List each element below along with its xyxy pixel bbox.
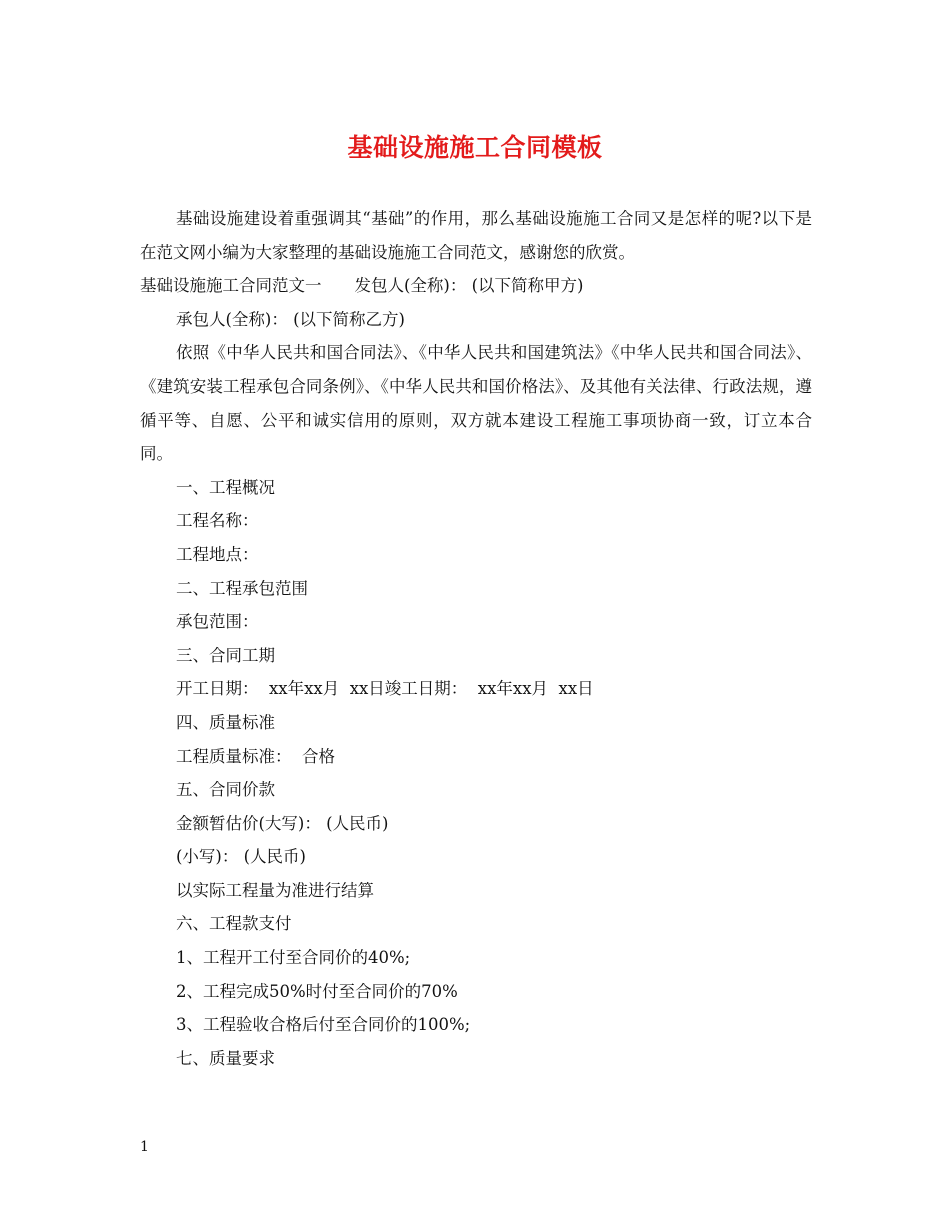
paragraph: 工程质量标准： 合格 [176, 746, 335, 766]
document-title: 基础设施施工合同模板 [347, 133, 603, 162]
paragraph: 基础设施施工合同范文一 发包人(全称)： (以下简称甲方) [140, 276, 584, 296]
section-heading: 三、合同工期 [176, 645, 275, 665]
paragraph: (小写)： (人民币) [176, 847, 306, 867]
paragraph: 以实际工程量为准进行结算 [176, 880, 374, 900]
list-item: 1、工程开工付至合同价的40%; [176, 948, 411, 968]
page-number: 1 [140, 1139, 149, 1155]
list-item: 2、工程完成50%时付至合同价的70% [176, 981, 458, 1001]
section-heading: 二、工程承包范围 [176, 578, 308, 598]
paragraph: 金额暂估价(大写)： (人民币) [176, 813, 389, 833]
paragraph: 工程地点： [176, 544, 259, 564]
paragraph: 承包人(全称)： (以下简称乙方) [176, 309, 405, 329]
section-heading: 四、质量标准 [176, 712, 275, 732]
paragraph: 开工日期： xx年xx月 xx日竣工日期： xx年xx月 xx日 [176, 679, 594, 699]
document-body [140, 202, 812, 1075]
section-heading: 五、合同价款 [176, 780, 275, 800]
paragraph: 基础设施建设着重强调其“基础”的作用，那么基础设施施工合同又是怎样的呢?以下是在范文网小编为大家整理的基础设施施工合同范文，感谢您的欣赏。 [140, 209, 812, 262]
paragraph: 依照《中华人民共和国合同法》、《中华人民共和国建筑法》《中华人民共和国合同法》、《建筑安装工程承包合同条例》、《中华人民共和国价格法》、及其他有关法律、行政法规，遵循平等、自愿、公平和诚实信用的原则，双方就本建设工程施工事项协商一致，订立本合同。 [140, 343, 812, 464]
section-heading: 七、质量要求 [176, 1048, 275, 1068]
section-heading: 一、工程概况 [176, 477, 275, 497]
section-heading: 六、工程款支付 [176, 914, 292, 934]
paragraph: 工程名称： [176, 511, 259, 531]
list-item: 3、工程验收合格后付至合同价的100%; [176, 1015, 471, 1035]
paragraph: 承包范围： [176, 612, 259, 632]
